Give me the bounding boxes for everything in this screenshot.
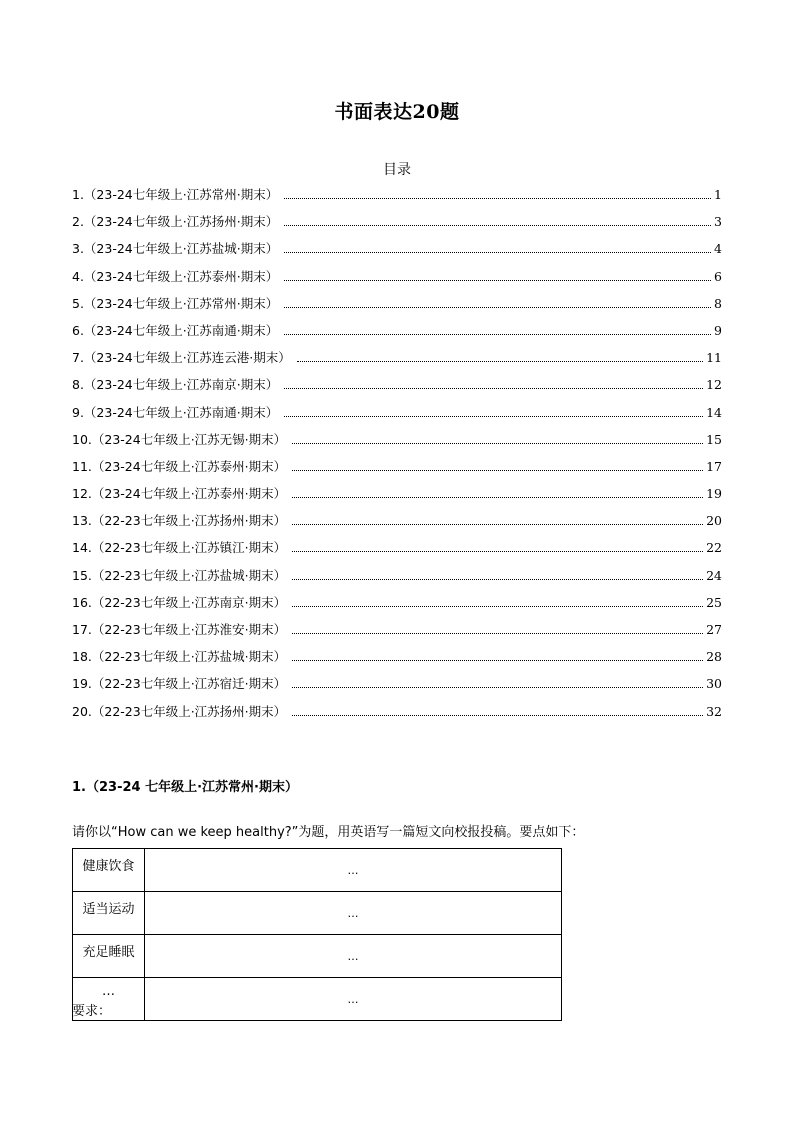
toc-entry[interactable] (72, 185, 722, 212)
requirements-label: 要求： (72, 1004, 112, 1019)
toc-leader-dots (292, 442, 703, 444)
toc-entry-label: 4.（23-24七年级上·江苏泰州·期末） (72, 268, 279, 284)
section-heading: 1.（23-24 七年级上·江苏常州·期末） (72, 780, 298, 795)
toc-entry-page: 11 (706, 350, 722, 366)
toc-entry-page: 22 (706, 540, 722, 556)
toc-leader-dots (284, 224, 711, 226)
toc-leader-dots (284, 387, 703, 389)
toc-entry-page: 27 (706, 622, 722, 637)
toc-entry-label: 5.（23-24七年级上·江苏常州·期末） (72, 295, 279, 311)
table-row (73, 849, 562, 892)
toc-entry[interactable] (72, 647, 722, 674)
table-row (73, 978, 562, 1021)
table-value-cell: … (145, 849, 562, 892)
toc-entry-page: 25 (706, 594, 722, 610)
toc-leader-dots (284, 415, 703, 417)
toc-entry[interactable] (72, 321, 722, 348)
toc-entry-page: 20 (706, 513, 722, 529)
toc-entry-label: 18.（22-23七年级上·江苏盐城·期末） (72, 649, 287, 665)
toc-entry[interactable] (72, 484, 722, 511)
toc-entry-label: 14.（22-23七年级上·江苏镇江·期末） (72, 540, 287, 556)
toc-entry[interactable] (72, 348, 722, 375)
toc-entry-page: 14 (706, 404, 722, 420)
toc-entry-label: 1.（23-24七年级上·江苏常州·期末） (72, 187, 279, 202)
toc-leader-dots (292, 469, 703, 471)
table-key-cell: … (73, 978, 145, 1021)
toc-entry-page: 28 (706, 649, 722, 665)
toc-entry-label: 16.（22-23七年级上·江苏南京·期末） (72, 594, 287, 610)
toc-entry-page: 17 (706, 458, 722, 474)
toc-entry-page: 12 (706, 377, 722, 393)
toc-entry[interactable] (72, 674, 722, 701)
toc-entry[interactable] (72, 457, 722, 484)
toc-leader-dots (284, 306, 711, 308)
toc-entry-page: 8 (714, 295, 722, 311)
table-value-cell: … (145, 892, 562, 935)
toc-entry[interactable] (72, 511, 722, 538)
toc-leader-dots (292, 578, 703, 580)
toc-entry-label: 19.（22-23七年级上·江苏宿迁·期末） (72, 676, 287, 692)
document-title: 书面表达20题 (334, 101, 460, 123)
toc-entry[interactable] (72, 430, 722, 457)
toc-heading: 目录 (383, 162, 411, 178)
toc-entry[interactable] (72, 620, 722, 647)
toc-entry[interactable] (72, 239, 722, 266)
toc-entry-label: 3.（23-24七年级上·江苏盐城·期末） (72, 241, 279, 257)
key-points-table (72, 848, 562, 1021)
toc-entry-label: 8.（23-24七年级上·江苏南京·期末） (72, 377, 279, 393)
toc-entry-page: 6 (714, 268, 722, 284)
toc-entry[interactable] (72, 267, 722, 294)
toc-entry-label: 11.（23-24七年级上·江苏泰州·期末） (72, 458, 287, 474)
table-of-contents (72, 185, 722, 729)
toc-entry-label: 15.（22-23七年级上·江苏盐城·期末） (72, 567, 287, 583)
toc-entry-page: 15 (706, 431, 722, 447)
toc-entry[interactable] (72, 294, 722, 321)
toc-leader-dots (284, 197, 711, 199)
toc-entry-label: 17.（22-23七年级上·江苏淮安·期末） (72, 622, 287, 637)
toc-entry-page: 1 (714, 187, 722, 202)
table-key-cell: 健康饮食 (73, 849, 145, 892)
toc-leader-dots (292, 605, 703, 607)
toc-entry[interactable] (72, 702, 722, 729)
toc-entry-page: 24 (706, 567, 722, 583)
toc-leader-dots (292, 523, 703, 525)
toc-leader-dots (292, 686, 703, 688)
table-key-cell: 适当运动 (73, 892, 145, 935)
toc-entry-label: 10.（23-24七年级上·江苏无锡·期末） (72, 431, 287, 447)
toc-entry-label: 9.（23-24七年级上·江苏南通·期末） (72, 404, 279, 420)
toc-leader-dots (284, 333, 711, 335)
toc-leader-dots (292, 659, 703, 661)
toc-leader-dots (292, 550, 703, 552)
toc-entry-label: 6.（23-24七年级上·江苏南通·期末） (72, 322, 279, 338)
table-value-cell: … (145, 935, 562, 978)
toc-entry[interactable] (72, 403, 722, 430)
table-value-cell: … (145, 978, 562, 1021)
toc-entry[interactable] (72, 566, 722, 593)
toc-entry[interactable] (72, 212, 722, 239)
toc-leader-dots (292, 632, 703, 634)
toc-entry-page: 4 (714, 241, 722, 257)
toc-entry-label: 13.（22-23七年级上·江苏扬州·期末） (72, 513, 287, 529)
toc-entry-page: 30 (706, 676, 722, 692)
writing-prompt: 请你以“How can we keep healthy?”为题，用英语写一篇短文向校报投稿。要点如下： (72, 825, 585, 840)
toc-leader-dots (284, 279, 711, 281)
toc-entry-label: 20.（22-23七年级上·江苏扬州·期末） (72, 703, 287, 719)
table-row (73, 935, 562, 978)
toc-entry-page: 3 (714, 214, 722, 230)
toc-entry-page: 19 (706, 486, 722, 502)
toc-leader-dots (284, 251, 711, 253)
toc-entry[interactable] (72, 538, 722, 565)
toc-entry[interactable] (72, 593, 722, 620)
toc-leader-dots (297, 360, 703, 362)
toc-entry-label: 12.（23-24七年级上·江苏泰州·期末） (72, 486, 287, 502)
toc-entry-label: 7.（23-24七年级上·江苏连云港·期末） (72, 350, 291, 366)
toc-entry[interactable] (72, 375, 722, 402)
table-row (73, 892, 562, 935)
toc-entry-page: 9 (714, 322, 722, 338)
toc-leader-dots (292, 496, 703, 498)
toc-entry-page: 32 (706, 703, 722, 719)
table-key-cell: 充足睡眠 (73, 935, 145, 978)
toc-leader-dots (292, 714, 703, 716)
toc-entry-label: 2.（23-24七年级上·江苏扬州·期末） (72, 214, 279, 230)
